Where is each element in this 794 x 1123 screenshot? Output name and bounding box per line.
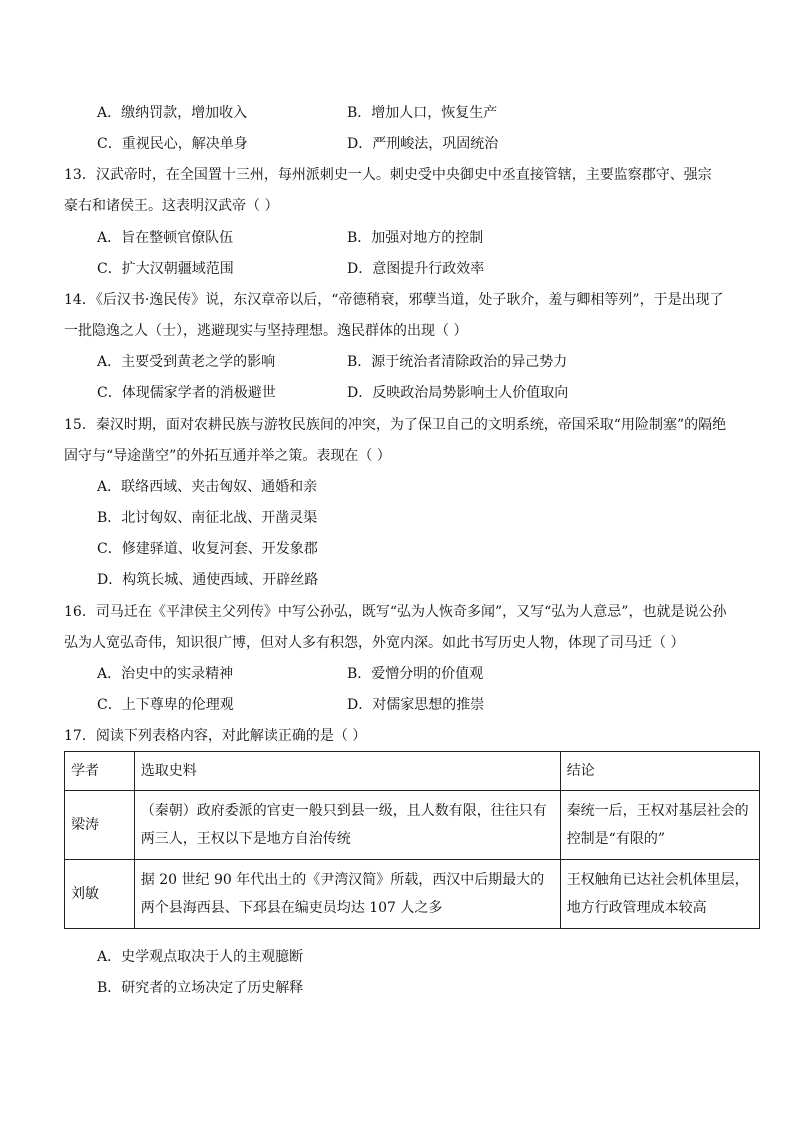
q15-option-c: C．修建驿道、收复河套、开发象郡 bbox=[97, 541, 318, 557]
table-row bbox=[65, 860, 760, 929]
q15-stem-line-1: 15．秦汉时期，面对农耕民族与游牧民族间的冲突，为了保卫自己的文明系统，帝国采取“用险制塞”的隔绝 bbox=[64, 417, 727, 433]
cell-material: （秦朝）政府委派的官吏一般只到县一级，且人数有限，往往只有两三人，王权以下是地方自治传统 bbox=[134, 791, 560, 860]
q15-stem-line-2: 固守与“导途凿空”的外拓互通并举之策。表现在（ ） bbox=[64, 448, 391, 464]
q16-stem-line-1: 16．司马迁在《平津侯主父列传》中写公孙弘，既写“弘为人恢奇多闻”，又写“弘为人意忌”，也就是说公孙 bbox=[64, 604, 727, 620]
q17-table bbox=[64, 751, 760, 929]
q16-option-c: C．上下尊卑的伦理观 bbox=[97, 697, 234, 713]
q16-option-b: B．爱憎分明的价值观 bbox=[347, 666, 484, 682]
q17-stem: 17．阅读下列表格内容，对此解读正确的是（ ） bbox=[64, 728, 367, 744]
q16-stem-line-2: 弘为人宽弘奇伟，知识很广博，但对人多有积怨，外宽内深。如此书写历史人物，体现了司马迁（ ） bbox=[64, 635, 685, 651]
q14-option-d: D．反映政治局势影响士人价值取向 bbox=[347, 385, 569, 401]
cell-material: 据 20 世纪 90 年代出土的《尹湾汉简》所载，西汉中后期最大的两个县海西县、下邳县在编吏员均达 107 人之多 bbox=[134, 860, 560, 929]
cell-scholar: 刘敏 bbox=[65, 860, 135, 929]
q12-option-a: A．缴纳罚款，增加收入 bbox=[97, 105, 248, 121]
header-scholar: 学者 bbox=[65, 752, 135, 791]
q13-stem-line-2: 豪右和诸侯王。这表明汉武帝（ ） bbox=[64, 198, 279, 214]
q17-option-a: A．史学观点取决于人的主观臆断 bbox=[97, 949, 304, 965]
q15-option-a: A．联络西域、夹击匈奴、通婚和亲 bbox=[97, 479, 318, 495]
q16-option-d: D．对儒家思想的推崇 bbox=[347, 697, 485, 713]
q17-option-b: B．研究者的立场决定了历史解释 bbox=[97, 980, 304, 996]
q16-option-a: A．治史中的实录精神 bbox=[97, 666, 234, 682]
q13-option-b: B．加强对地方的控制 bbox=[347, 230, 484, 246]
q14-option-a: A．主要受到黄老之学的影响 bbox=[97, 354, 276, 370]
q14-option-b: B．源于统治者清除政治的异己势力 bbox=[347, 354, 568, 370]
q12-option-c: C．重视民心，解决单身 bbox=[97, 136, 248, 152]
q14-stem-line-1: 14．《后汉书·逸民传》说，东汉章帝以后，“帝德稍衰，邪孽当道，处子耿介，羞与卿相等列”，于是出现了 bbox=[64, 292, 724, 308]
q15-option-d: D．构筑长城、通使西域、开辟丝路 bbox=[97, 572, 319, 588]
q12-option-b: B．增加人口，恢复生产 bbox=[347, 105, 498, 121]
cell-conclusion: 王权触角已达社会机体里层，地方行政管理成本较高 bbox=[560, 860, 759, 929]
table-row bbox=[65, 791, 760, 860]
q13-option-c: C．扩大汉朝疆域范围 bbox=[97, 261, 234, 277]
cell-scholar: 梁涛 bbox=[65, 791, 135, 860]
header-conclusion: 结论 bbox=[560, 752, 759, 791]
q14-stem-line-2: 一批隐逸之人（士），逃避现实与坚持理想。逸民群体的出现（ ） bbox=[64, 323, 468, 339]
table-header-row bbox=[65, 752, 760, 791]
header-material: 选取史料 bbox=[134, 752, 560, 791]
q13-option-d: D．意图提升行政效率 bbox=[347, 261, 485, 277]
q14-option-c: C．体现儒家学者的消极避世 bbox=[97, 385, 276, 401]
cell-conclusion: 秦统一后，王权对基层社会的控制是“有限的” bbox=[560, 791, 759, 860]
q13-stem-line-1: 13．汉武帝时，在全国置十三州，每州派刺史一人。刺史受中央御史中丞直接管辖，主要监察郡守、强宗 bbox=[64, 167, 712, 183]
q15-option-b: B．北讨匈奴、南征北战、开凿灵渠 bbox=[97, 510, 318, 526]
q13-option-a: A．旨在整顿官僚队伍 bbox=[97, 230, 234, 246]
q12-option-d: D．严刑峻法，巩固统治 bbox=[347, 136, 499, 152]
